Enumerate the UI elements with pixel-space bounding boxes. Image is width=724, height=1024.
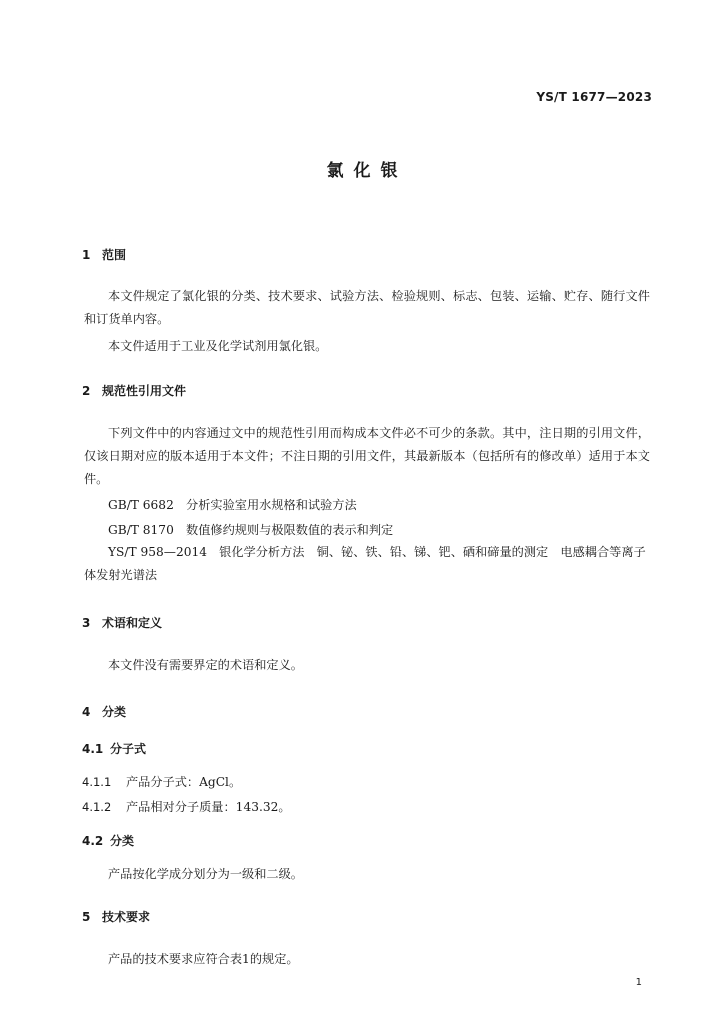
scope-paragraph-2: 本文件适用于工业及化学试剂用氯化银。 [108, 339, 328, 353]
section-1-heading [82, 246, 126, 263]
section-number: 2 [82, 384, 91, 398]
reference-item: GB/T 6682 分析实验室用水规格和试验方法 [108, 498, 357, 512]
clause-4-1-1 [82, 773, 241, 790]
clause-text: 产品相对分子质量：143.32。 [126, 800, 291, 814]
standard-number: YS/T 1677—2023 [536, 90, 652, 104]
section-number: 3 [82, 616, 91, 630]
clause-number: 4.1.2 [82, 800, 112, 814]
section-title: 规范性引用文件 [102, 384, 187, 398]
section-title: 术语和定义 [102, 616, 163, 630]
section-number: 4 [82, 705, 91, 719]
subsection-title: 分子式 [110, 742, 147, 756]
reference-item: GB/T 8170 数值修约规则与极限数值的表示和判定 [108, 523, 394, 537]
normative-references-intro: 下列文件中的内容通过文中的规范性引用而构成本文件必不可少的条款。其中，注日期的引用文件，仅该日期对应的版本适用于本文件；不注日期的引用文件，其最新版本（包括所有的修改单）适用于本文件。 [84, 426, 650, 486]
clause-text: 产品分子式：AgCl。 [126, 775, 242, 789]
clause-number: 4.1.1 [82, 775, 112, 789]
subsection-title: 分类 [110, 834, 135, 848]
section-4-heading [82, 703, 126, 720]
section-2-heading [82, 382, 186, 399]
page-number: 1 [635, 977, 642, 988]
technical-requirements-text: 产品的技术要求应符合表1的规定。 [108, 952, 299, 966]
subsection-4-2-heading [82, 832, 134, 849]
clause-4-1-2 [82, 798, 291, 815]
subsection-number: 4.2 [82, 834, 104, 848]
section-title: 分类 [102, 705, 127, 719]
document-title: 氯化银 [326, 161, 408, 181]
section-title: 范围 [102, 248, 127, 262]
terms-definitions-text: 本文件没有需要界定的术语和定义。 [108, 658, 303, 672]
section-5-heading [82, 908, 150, 925]
section-title: 技术要求 [102, 910, 151, 924]
section-number: 1 [82, 248, 91, 262]
reference-item: YS/T 958—2014 银化学分析方法 铜、铋、铁、铅、锑、钯、硒和碲量的测定 电感耦合等离子体发射光谱法 [84, 545, 646, 582]
section-number: 5 [82, 910, 91, 924]
subsection-4-1-heading [82, 740, 146, 757]
subsection-number: 4.1 [82, 742, 104, 756]
section-3-heading [82, 614, 162, 631]
scope-paragraph-1: 本文件规定了氯化银的分类、技术要求、试验方法、检验规则、标志、包装、运输、贮存、随行文件和订货单内容。 [84, 289, 650, 326]
classification-text: 产品按化学成分划分为一级和二级。 [108, 867, 303, 881]
